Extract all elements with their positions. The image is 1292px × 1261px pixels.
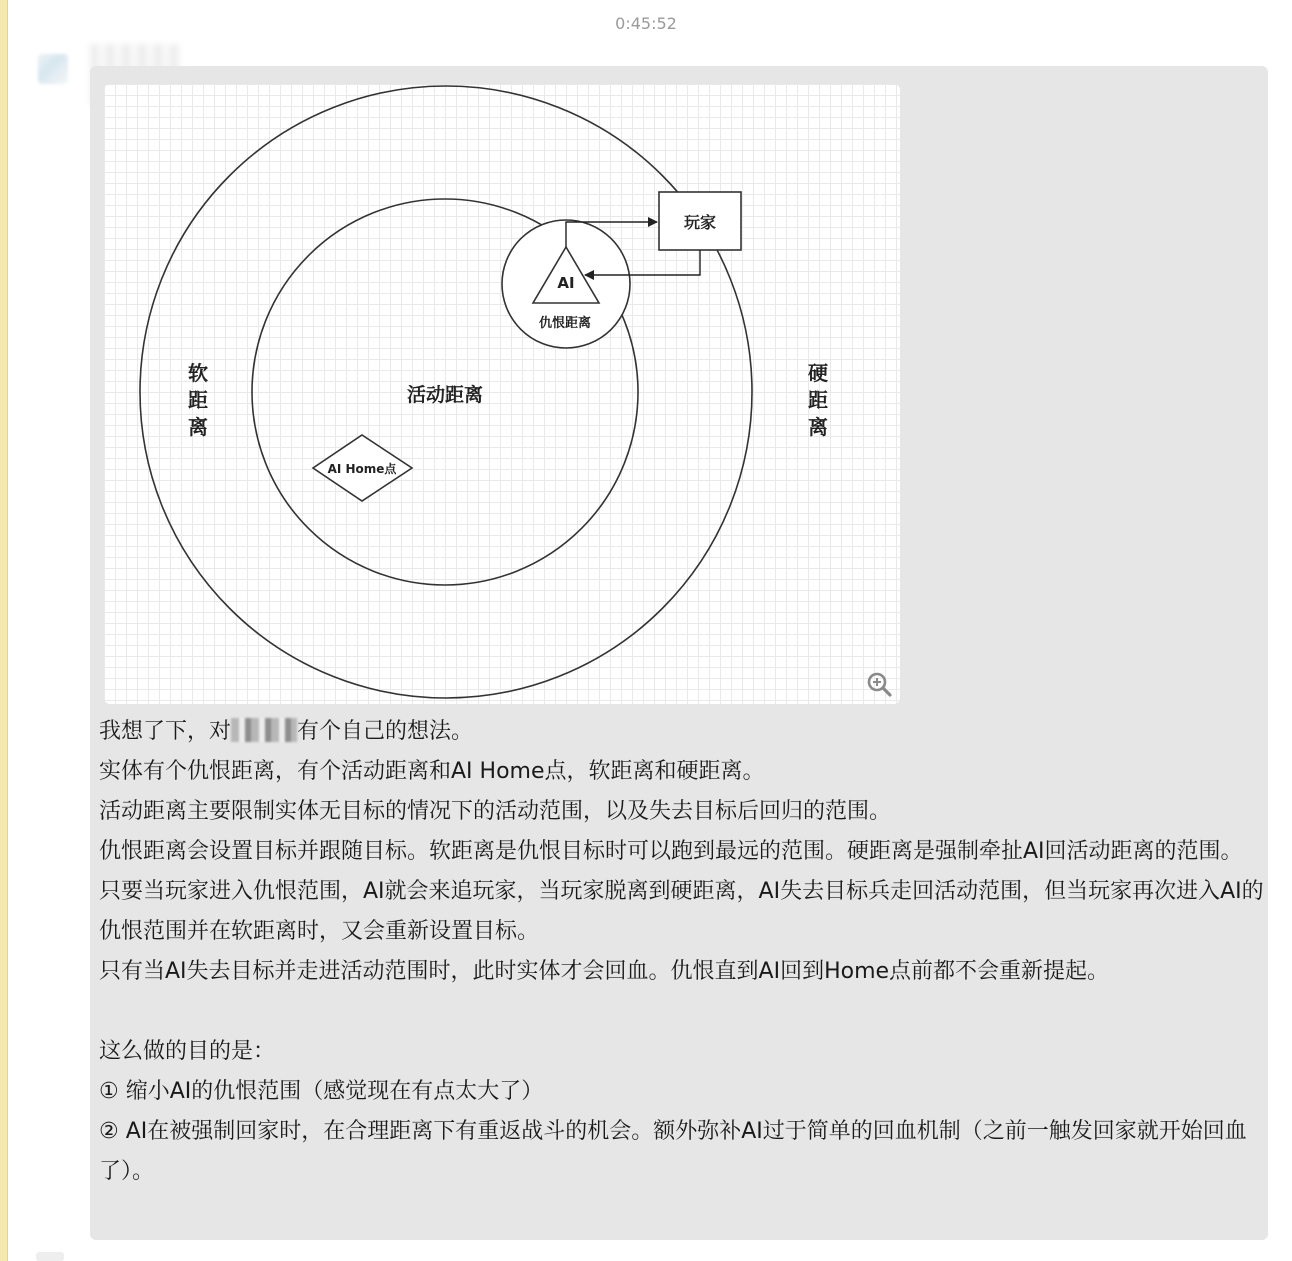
- spacer: [99, 992, 1269, 1032]
- home-label: AI Home点: [327, 462, 397, 476]
- message-line: 仇恨距离会设置目标并跟随目标。软距离是仇恨目标时可以跑到最远的范围。硬距离是强制牵扯AI回活动距离的范围。: [99, 839, 1243, 864]
- message-line: 实体有个仇恨距离，有个活动距离和AI Home点，软距离和硬距离。: [99, 759, 765, 784]
- message-line: ① 缩小AI的仇恨范围（感觉现在有点太大了）: [99, 1079, 544, 1104]
- ai-label: AI: [557, 274, 575, 292]
- hard-label-char: 距: [808, 388, 828, 412]
- message-line: 只要当玩家进入仇恨范围，AI就会来追玩家，当玩家脱离到硬距离，AI失去目标兵走回活动范围，但当玩家再次进入AI的仇恨范围并在软距离时，又会重新设置目标。: [99, 879, 1264, 944]
- hard-label-char: 离: [808, 415, 828, 439]
- text-span: 有个自己的想法。: [297, 719, 474, 744]
- diagram-image[interactable]: [104, 84, 900, 704]
- soft-label-char: 距: [188, 388, 208, 412]
- sender-avatar[interactable]: [38, 54, 68, 84]
- message-timestamp: 0:45:52: [615, 14, 677, 33]
- message-line: ② AI在被强制回家时，在合理距离下有重返战斗的机会。额外弥补AI过于简单的回血机制（之前一触发回家就开始回血了）。: [99, 1119, 1247, 1184]
- zoom-in-icon[interactable]: [869, 674, 890, 695]
- hard-label-char: 硬: [808, 361, 828, 385]
- text-span: 我想了下，对: [99, 719, 232, 744]
- message-line: [99, 712, 1269, 752]
- message-line: 活动距离主要限制实体无目标的情况下的活动范围，以及失去目标后回归的范围。: [99, 799, 892, 824]
- player-label: 玩家: [683, 213, 717, 232]
- next-message-avatar[interactable]: [36, 1252, 64, 1261]
- hatred-label: 仇恨距离: [538, 316, 592, 331]
- soft-label-char: 离: [188, 415, 208, 439]
- redacted-text: [231, 718, 297, 742]
- window-edge: [0, 0, 8, 1261]
- soft-label-char: 软: [188, 361, 208, 385]
- activity-label: 活动距离: [406, 384, 484, 406]
- message-text: [99, 712, 1269, 1192]
- message-line: 这么做的目的是：: [99, 1039, 276, 1064]
- message-line: 只有当AI失去目标并走进活动范围时，此时实体才会回血。仇恨直到AI回到Home点前都不会重新提起。: [99, 959, 1110, 984]
